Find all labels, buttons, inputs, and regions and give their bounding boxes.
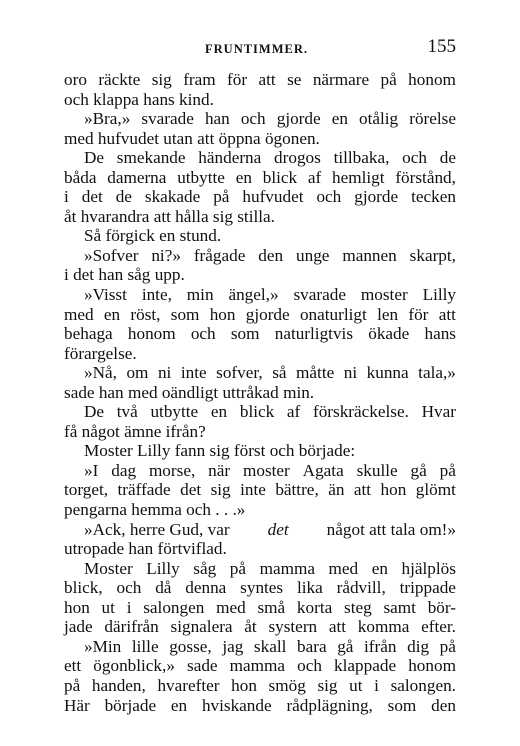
word: lille bbox=[131, 636, 159, 656]
word: »Sofver bbox=[84, 245, 139, 265]
word: det bbox=[180, 480, 202, 500]
word: när bbox=[208, 460, 231, 480]
word: ni?» bbox=[151, 245, 181, 265]
word: efter. bbox=[421, 617, 456, 637]
running-head: FRUNTIMMER. bbox=[205, 42, 309, 56]
text-line bbox=[64, 578, 456, 598]
text-line bbox=[64, 246, 456, 266]
word: salongen bbox=[143, 597, 205, 617]
text-line bbox=[64, 676, 456, 696]
word: en bbox=[170, 695, 188, 715]
word: kunna bbox=[366, 363, 409, 383]
word: jag bbox=[222, 636, 244, 656]
word: min bbox=[186, 285, 214, 305]
word: med bbox=[328, 558, 359, 578]
word: otålig bbox=[359, 109, 399, 129]
text-line bbox=[64, 168, 456, 188]
word: hjälplös bbox=[401, 558, 456, 578]
text-line: utropade han förtviflad. bbox=[64, 539, 227, 559]
word: och bbox=[240, 109, 266, 129]
word: den bbox=[431, 695, 456, 715]
word: blick bbox=[239, 402, 275, 422]
word: Lilly bbox=[146, 558, 180, 578]
word: blick bbox=[262, 167, 298, 187]
word: sig bbox=[151, 70, 172, 89]
word: torget, bbox=[64, 480, 109, 500]
word: bara bbox=[297, 636, 327, 656]
word: gå bbox=[410, 460, 427, 480]
word: mamma bbox=[229, 656, 286, 676]
word: en bbox=[103, 304, 121, 324]
word: än bbox=[328, 480, 345, 500]
word: på bbox=[64, 675, 81, 695]
text-line bbox=[64, 70, 456, 90]
text-line bbox=[64, 461, 456, 481]
word: att bbox=[438, 304, 456, 324]
word: åt bbox=[244, 617, 257, 637]
word: hon bbox=[209, 304, 236, 324]
word: »Visst bbox=[84, 285, 127, 305]
text-line: åt hvarandra att hålla sig stilla. bbox=[64, 206, 275, 226]
word: med bbox=[216, 597, 246, 617]
word: sig bbox=[317, 675, 338, 695]
word: måtte bbox=[296, 363, 335, 383]
word: att bbox=[353, 480, 372, 500]
word: på bbox=[229, 558, 247, 578]
word: hon bbox=[64, 597, 90, 617]
word: som bbox=[230, 324, 260, 344]
word: förskräckelse. bbox=[312, 402, 409, 422]
word: tala,» bbox=[418, 363, 456, 383]
word: moster bbox=[242, 460, 290, 480]
word: fram bbox=[183, 70, 216, 89]
word: därifrån bbox=[104, 617, 159, 637]
word: blick, bbox=[64, 578, 103, 598]
word: röst, bbox=[130, 304, 161, 324]
text-line bbox=[64, 696, 456, 716]
word: glömt bbox=[415, 480, 456, 500]
word: då bbox=[155, 578, 172, 598]
word: så bbox=[272, 363, 287, 383]
word: dig bbox=[407, 636, 430, 656]
word: gjorde bbox=[245, 304, 290, 324]
word: utbytte bbox=[177, 167, 225, 187]
word: smög bbox=[268, 675, 306, 695]
word: på bbox=[439, 460, 456, 480]
word: salongen. bbox=[390, 675, 456, 695]
word: sade bbox=[187, 656, 218, 676]
text-line: sade han med oändligt uttråkad min. bbox=[64, 382, 315, 402]
word: rådvill, bbox=[336, 578, 386, 598]
word: ni bbox=[343, 363, 358, 383]
word: frågade bbox=[193, 245, 246, 265]
text-line bbox=[64, 109, 456, 129]
word: hufvudet bbox=[242, 187, 304, 207]
word: att bbox=[258, 70, 276, 89]
word: ut bbox=[349, 675, 363, 695]
text-line bbox=[64, 285, 456, 305]
word: ökade bbox=[368, 324, 410, 344]
text-fragment: »Ack, herre Gud, var bbox=[84, 519, 230, 539]
word: hemligt bbox=[332, 167, 385, 187]
word: Lilly bbox=[422, 285, 456, 305]
word: ifrån bbox=[364, 636, 397, 656]
text-line bbox=[64, 363, 456, 383]
text-line: förargelse. bbox=[64, 343, 137, 363]
word: onaturligt bbox=[299, 304, 367, 324]
word: hans bbox=[424, 324, 456, 344]
word: af bbox=[286, 402, 301, 422]
word: träffade bbox=[117, 480, 171, 500]
word: och bbox=[316, 187, 342, 207]
word: oro bbox=[64, 70, 87, 89]
word: en bbox=[235, 167, 252, 187]
text-line bbox=[64, 187, 456, 207]
word: »Bra,» bbox=[84, 109, 131, 129]
italic-word: det bbox=[267, 519, 289, 539]
word: det bbox=[81, 187, 103, 207]
word: skulle bbox=[356, 460, 398, 480]
text-line: pengarna hemma och . . .» bbox=[64, 500, 246, 520]
page-header bbox=[64, 36, 456, 58]
word: och bbox=[402, 148, 427, 168]
word: skakade bbox=[144, 187, 201, 207]
word: ut bbox=[101, 597, 115, 617]
word: händerna bbox=[198, 148, 262, 168]
word: hon bbox=[231, 675, 257, 695]
body-text bbox=[64, 70, 456, 715]
text-line bbox=[64, 402, 456, 422]
word: svarade bbox=[293, 285, 346, 305]
word: sofver, bbox=[216, 363, 263, 383]
word: en bbox=[210, 402, 228, 422]
word: inte, bbox=[141, 285, 172, 305]
word: hon bbox=[380, 480, 407, 500]
word: de bbox=[115, 187, 132, 207]
word: komma bbox=[357, 617, 410, 637]
word: len bbox=[377, 304, 399, 324]
text-line: Moster Lilly fann sig först och började: bbox=[84, 441, 356, 461]
word: af bbox=[307, 167, 322, 187]
word: på bbox=[380, 70, 397, 89]
word: unge bbox=[296, 245, 330, 265]
word: samt bbox=[383, 597, 416, 617]
word: »I bbox=[84, 460, 99, 480]
word: att bbox=[328, 617, 347, 637]
word: inte bbox=[240, 480, 266, 500]
text-line bbox=[64, 598, 456, 618]
text-line bbox=[64, 520, 456, 540]
word: se bbox=[287, 70, 302, 89]
word: drogos bbox=[274, 148, 321, 168]
word: mamma bbox=[259, 558, 315, 578]
text-line bbox=[64, 324, 456, 344]
text-line bbox=[64, 559, 456, 579]
word: »Nå, bbox=[84, 363, 117, 383]
word: tillbaka, bbox=[333, 148, 390, 168]
text-line bbox=[64, 656, 456, 676]
word: i bbox=[64, 187, 69, 207]
word: klappade bbox=[334, 656, 397, 676]
word: såg bbox=[193, 558, 217, 578]
text-line bbox=[64, 480, 456, 500]
word: systern bbox=[268, 617, 318, 637]
word: båda bbox=[64, 167, 97, 187]
word: Moster bbox=[84, 558, 133, 578]
word: bättre, bbox=[275, 480, 319, 500]
word: som bbox=[387, 695, 417, 715]
text-line bbox=[64, 637, 456, 657]
word: på bbox=[439, 636, 456, 656]
word: utbytte bbox=[150, 402, 199, 422]
word: och bbox=[116, 578, 142, 598]
word: som bbox=[170, 304, 200, 324]
word: syntes bbox=[240, 578, 284, 598]
word: om bbox=[126, 363, 149, 383]
word: närmare bbox=[312, 70, 370, 89]
word: jade bbox=[64, 617, 93, 637]
word: steg bbox=[344, 597, 372, 617]
word: dag bbox=[111, 460, 137, 480]
page-number: 155 bbox=[427, 36, 456, 57]
text-line bbox=[64, 148, 456, 168]
word: De bbox=[84, 402, 105, 422]
word: bör- bbox=[427, 597, 456, 617]
word: en bbox=[371, 558, 388, 578]
text-line: med hufvudet utan att öppna ögonen. bbox=[64, 128, 320, 148]
word: svarade bbox=[141, 109, 194, 129]
word: hviskande bbox=[201, 695, 272, 715]
word: inte bbox=[180, 363, 207, 383]
word: i bbox=[374, 675, 379, 695]
word: korta bbox=[296, 597, 333, 617]
word: gå bbox=[337, 636, 354, 656]
text-line bbox=[64, 305, 456, 325]
text-line bbox=[64, 617, 456, 637]
word: trippade bbox=[399, 578, 456, 598]
word: den bbox=[258, 245, 284, 265]
word: ögonblick,» bbox=[93, 656, 175, 676]
word: skarpt, bbox=[409, 245, 456, 265]
word: rörelse bbox=[409, 109, 456, 129]
word: förstånd, bbox=[395, 167, 456, 187]
word: ängel,» bbox=[228, 285, 279, 305]
word: gjorde bbox=[354, 187, 399, 207]
word: skall bbox=[253, 636, 287, 656]
word: sig bbox=[210, 480, 231, 500]
text-line: Så förgick en stund. bbox=[84, 226, 222, 246]
word: räckte bbox=[98, 70, 141, 89]
word: naturligtvis bbox=[274, 324, 354, 344]
word: ett bbox=[64, 656, 82, 676]
word: små bbox=[257, 597, 286, 617]
word: de bbox=[439, 148, 456, 168]
word: De bbox=[84, 148, 105, 168]
word: för bbox=[227, 70, 248, 89]
word: tecken bbox=[411, 187, 456, 207]
word: han bbox=[204, 109, 230, 129]
word: rådplägning, bbox=[286, 695, 373, 715]
word: mannen bbox=[342, 245, 397, 265]
word: och bbox=[297, 656, 322, 676]
word: behaga bbox=[64, 324, 113, 344]
text-fragment: något att tala om!» bbox=[326, 519, 456, 539]
word: denna bbox=[185, 578, 227, 598]
word: med bbox=[64, 304, 94, 324]
text-line: få något ämne ifrån? bbox=[64, 421, 206, 441]
word: gjorde bbox=[276, 109, 321, 129]
word: lika bbox=[296, 578, 323, 598]
word: handen, bbox=[91, 675, 146, 695]
word: honom bbox=[408, 70, 456, 89]
word: började bbox=[104, 695, 157, 715]
word: honom bbox=[127, 324, 176, 344]
word: och bbox=[190, 324, 216, 344]
word: ni bbox=[157, 363, 172, 383]
word: signalera bbox=[170, 617, 233, 637]
word: för bbox=[408, 304, 429, 324]
text-line: i det han såg upp. bbox=[64, 265, 185, 285]
word: två bbox=[116, 402, 138, 422]
word: damerna bbox=[107, 167, 167, 187]
word: Här bbox=[64, 695, 90, 715]
word: hvarefter bbox=[157, 675, 220, 695]
word: Hvar bbox=[421, 402, 456, 422]
word: gosse, bbox=[169, 636, 212, 656]
text-line: och klappa hans kind. bbox=[64, 89, 214, 109]
word: morse, bbox=[148, 460, 196, 480]
word: en bbox=[331, 109, 348, 129]
word: i bbox=[126, 597, 132, 617]
word: moster bbox=[360, 285, 408, 305]
word: honom bbox=[408, 656, 456, 676]
word: på bbox=[213, 187, 230, 207]
word: Agata bbox=[302, 460, 344, 480]
word: smekande bbox=[116, 148, 186, 168]
word: »Min bbox=[84, 636, 122, 656]
